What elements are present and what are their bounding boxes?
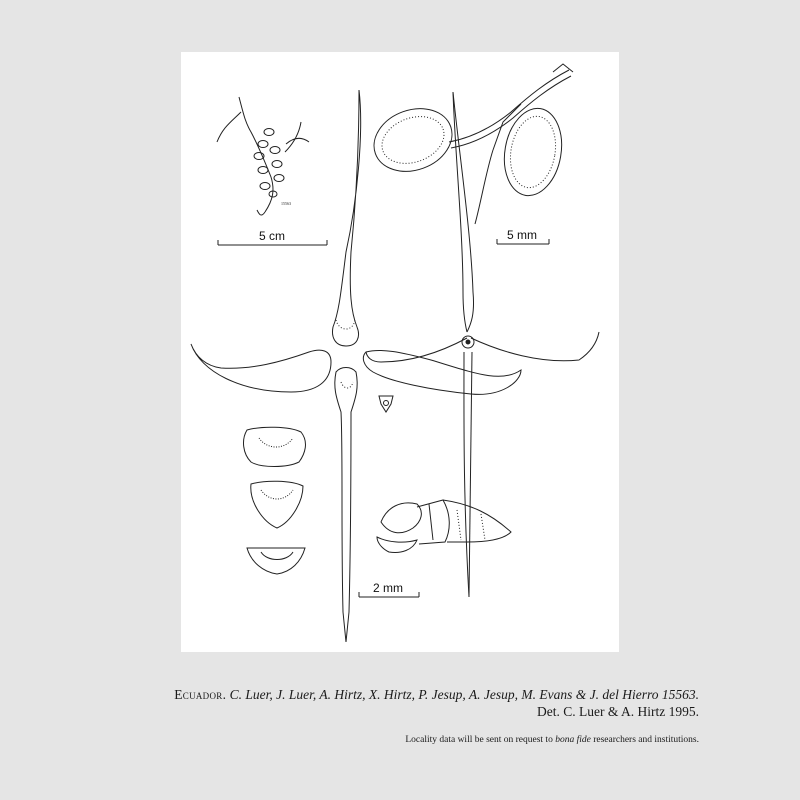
country: Ecuador. [174, 687, 227, 702]
locality-note [405, 735, 699, 745]
svg-text:15563: 15563 [281, 201, 291, 206]
column-small [379, 396, 393, 412]
specimen-caption [174, 686, 699, 720]
determination: Det. C. Luer & A. Hirtz 1995. [537, 704, 699, 719]
scale-label-habit: 5 cm [259, 229, 286, 243]
note-emphasis: bona fide [555, 735, 591, 745]
collectors: C. Luer, J. Luer, A. Hirtz, X. Hirtz, P. Jesup, A. Jesup, M. Evans & J. del Hierro 15563. [229, 687, 699, 702]
scale-bar-habit [218, 229, 327, 245]
lip-views [244, 427, 306, 574]
collection-line [174, 686, 699, 703]
scale-label-detail: 2 mm [373, 581, 403, 595]
note-after: researchers and institutions. [593, 735, 699, 745]
habit-sketch [217, 97, 309, 215]
scale-bar-flower [497, 228, 549, 244]
illustration-plate [181, 52, 619, 652]
note-before: Locality data will be sent on request to [405, 735, 553, 745]
botanical-drawing [181, 52, 619, 652]
capsules [365, 64, 573, 200]
scale-bar-detail [359, 581, 419, 597]
scale-label-flower: 5 mm [507, 228, 537, 242]
flower-detail-lateral [377, 500, 511, 553]
assembled-flower [366, 92, 599, 597]
